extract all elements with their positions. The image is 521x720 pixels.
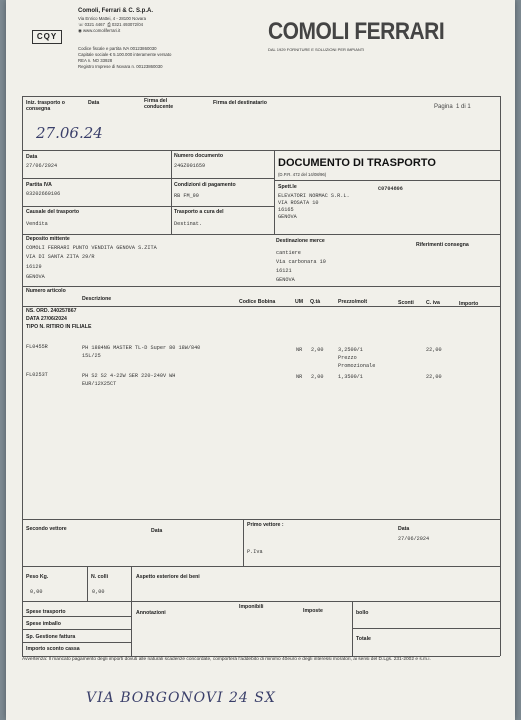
doc-number-label: Numero documento xyxy=(174,153,223,159)
row1-price: 3,2500/1 xyxy=(338,347,363,353)
globe-icon: ◉ xyxy=(78,28,82,33)
company-register: Registro Imprese di Novara n. 00123860030 xyxy=(78,64,163,69)
doc-title: DOCUMENTO DI TRASPORTO xyxy=(278,157,436,169)
row2-desc1: PH S2 S2 4-22W SER 220-240V WH xyxy=(82,373,176,379)
company-tax-id: Codice fiscale e partita IVA 00123860030 xyxy=(78,46,157,51)
row2-desc2: EUR/12X25CT xyxy=(82,381,117,387)
weight-label: Peso Kg. xyxy=(26,574,49,580)
destination-line-3: 16121 xyxy=(276,268,292,274)
payment-warning: Avvertenza: Il mancato pagamento degli importi dovuti alle naturali scadenze concordate, comporterà l'addebito di minimo 40euro e degli interessi moratori, ai sensi del D.Lgs. 231-2002 e s.m.i. xyxy=(22,657,431,662)
order-type: TIPO N. RITIRO IN FILIALE xyxy=(26,324,92,330)
second-carrier-label: Secondo vettore xyxy=(26,526,67,532)
stamp-label: bollo xyxy=(356,610,369,616)
doc-date-label: Data xyxy=(26,154,38,160)
start-date-label: Data xyxy=(88,100,100,106)
total-label: Totale xyxy=(356,636,371,642)
first-carrier-date-value: 27/06/2024 xyxy=(398,536,430,542)
company-capital: Capitale sociale € 5.100.000 interamente versato xyxy=(78,52,172,57)
start-transport-label: Iniz. trasporto o consegna xyxy=(26,100,65,112)
row2-um: NR xyxy=(296,374,303,380)
recipient-label: Spett.le xyxy=(278,184,297,190)
reason-label: Causale del trasporto xyxy=(26,209,80,215)
phone-icon: ☏ xyxy=(78,22,84,27)
piva-label: P.Iva xyxy=(247,549,263,555)
row2-qty: 2,00 xyxy=(311,374,324,380)
fax-icon: ⎙ xyxy=(107,22,111,27)
destination-line-4: GENOVA xyxy=(276,277,295,283)
row1-code: FL0455R xyxy=(26,344,48,350)
col-coil-code: Codice Bobina xyxy=(239,299,276,305)
tax-label: Imposte xyxy=(303,608,323,614)
recipient-line-2: VIA ROSATA 10 xyxy=(278,200,319,206)
vat-label: Partita IVA xyxy=(26,182,52,188)
company-web: ◉ www.comoliferrari.it xyxy=(78,28,121,33)
recipient-signature-label: Firma del destinatario xyxy=(213,100,267,106)
transport-document xyxy=(6,0,515,720)
col-qty: Q.tà xyxy=(310,299,321,305)
col-article: Numero articolo xyxy=(26,288,66,294)
driver-signature-label: Firma del conducente xyxy=(144,98,174,110)
row2-code: FL0253T xyxy=(26,372,48,378)
row1-qty: 2,00 xyxy=(311,347,324,353)
reason-value: Vendita xyxy=(26,221,48,227)
depot-line-1: COMOLI FERRARI PUNTO VENDITA GENOVA S.ZITA xyxy=(26,245,157,251)
brand-logo: COMOLI FERRARI xyxy=(268,18,445,45)
recipient-line-1: ELEVATORI NORMAC S.R.L. xyxy=(278,193,350,199)
carrier-value: Destinat. xyxy=(174,221,203,227)
recipient-line-4: GENOVA xyxy=(278,214,297,220)
notes-label: Annotazioni xyxy=(136,610,166,616)
carrier-label: Trasporto a cura del xyxy=(174,209,224,215)
handwritten-address: VIA BORGONOVI 24 SX xyxy=(86,690,276,706)
row1-desc1: PH 1884NG MASTER TL-D Super 80 18W/840 xyxy=(82,345,201,351)
destination-line-2: Via carbonara 10 xyxy=(276,259,326,265)
row1-vat: 22,00 xyxy=(426,347,442,353)
doc-number-value: 24GZ001659 xyxy=(174,163,206,169)
col-description: Descrizione xyxy=(82,296,112,302)
row2-price: 1,3500/1 xyxy=(338,374,363,380)
recipient-code: C0704806 xyxy=(378,186,403,192)
appearance-label: Aspetto esteriore dei beni xyxy=(136,574,200,580)
handwritten-date: 27.06.24 xyxy=(36,124,103,142)
row1-note2: Promozionale xyxy=(338,363,376,369)
doc-date-value: 27/06/2024 xyxy=(26,163,58,169)
company-rea: REA n. NO 33928 xyxy=(78,58,113,63)
order-number: NS. ORD. 240257867 xyxy=(26,308,77,314)
col-um: UM xyxy=(295,299,304,305)
doc-dpr: (D.P.R. 472 del 14/08/96) xyxy=(278,172,327,177)
depot-line-4: GENOVA xyxy=(26,274,45,280)
cash-discount-label: Importo sconto cassa xyxy=(26,646,80,652)
row1-desc2: 15L/25 xyxy=(82,353,101,359)
packing-label: Spese imballo xyxy=(26,621,61,627)
depot-line-3: 16129 xyxy=(26,264,42,270)
col-discounts: Sconti xyxy=(398,300,414,306)
depot-label: Deposito mittente xyxy=(26,236,70,242)
vat-value: 03202660106 xyxy=(26,191,61,197)
recipient-line-3: 16165 xyxy=(278,207,294,213)
col-price: Prezzo/molt xyxy=(338,299,368,305)
taxable-label: Imponibili xyxy=(239,604,264,610)
destination-label: Destinazione merce xyxy=(276,238,325,244)
col-vat: C. iva xyxy=(426,300,440,306)
payment-value: RB FM_90 xyxy=(174,193,199,199)
depot-line-2: VIA DI SANTA ZITA 29/R xyxy=(26,254,95,260)
weight-value: 0,00 xyxy=(30,589,43,595)
row2-vat: 22,00 xyxy=(426,374,442,380)
packages-value: 0,00 xyxy=(92,589,105,595)
company-name: Comoli, Ferrari & C. S.p.A. xyxy=(78,8,154,14)
row1-um: NR xyxy=(296,347,303,353)
second-carrier-date-label: Data xyxy=(151,528,163,534)
first-carrier-label: Primo vettore : xyxy=(247,522,284,528)
delivery-refs-label: Riferimenti consegna xyxy=(416,242,469,248)
destination-line-1: cantiere xyxy=(276,250,301,256)
first-carrier-date-label: Data xyxy=(398,526,410,532)
payment-label: Condizioni di pagamento xyxy=(174,182,236,188)
invoice-fee-label: Sp. Gestione fattura xyxy=(26,634,76,640)
brand-tagline: DAL 1929 FORNITURE E SOLUZIONI PER IMPIANTI xyxy=(268,47,365,52)
col-amount: Importo xyxy=(459,301,479,307)
shipping-label: Spese trasporto xyxy=(26,609,66,615)
company-phones: ☏ 0321 4467 ⎙ 0321 493072/04 xyxy=(78,22,143,27)
company-address: Via Enrico Mattei, 4 - 28100 Novara xyxy=(78,16,146,21)
packages-label: N. colli xyxy=(91,574,109,580)
order-date: DATA 27/06/2024 xyxy=(26,316,67,322)
certification-logo: CQY xyxy=(32,30,62,44)
page-indicator: Pagina 1 di 1 xyxy=(434,104,471,110)
row1-note1: Prezzo xyxy=(338,355,357,361)
